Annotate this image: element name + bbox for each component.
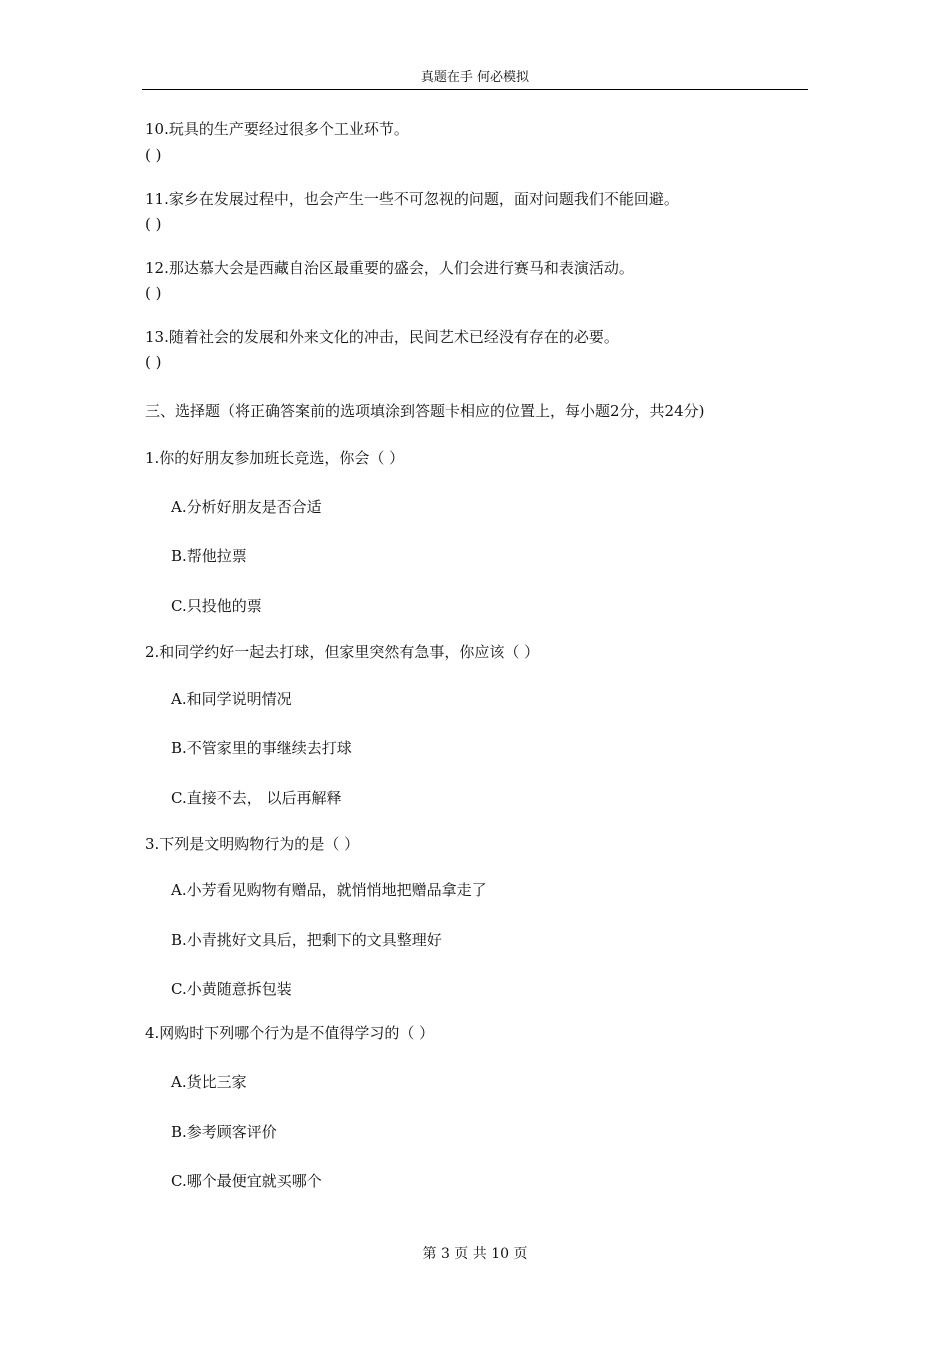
page-header: 真题在手 何必模拟 bbox=[420, 70, 530, 85]
choice-option: B.小青挑好文具后，把剩下的文具整理好 bbox=[171, 931, 442, 949]
page-number: 第 3 页 共 10 页 bbox=[422, 1246, 528, 1262]
choice-option: A.货比三家 bbox=[171, 1073, 247, 1091]
choice-option: C.小黄随意拆包装 bbox=[171, 980, 292, 998]
judgement-question: 11.家乡在发展过程中，也会产生一些不可忽视的问题，面对问题我们不能回避。 bbox=[145, 190, 679, 208]
choice-question: 1.你的好朋友参加班长竞选，你会（ ） bbox=[145, 449, 405, 467]
section-title: 三、选择题（将正确答案前的选项填涂到答题卡相应的位置上，每小题2分，共24分) bbox=[145, 402, 705, 420]
choice-option: A.和同学说明情况 bbox=[171, 690, 292, 708]
header-rule bbox=[142, 89, 808, 90]
choice-question: 2.和同学约好一起去打球，但家里突然有急事，你应该（ ） bbox=[145, 643, 540, 661]
choice-question: 4.网购时下列哪个行为是不值得学习的（ ） bbox=[145, 1024, 435, 1042]
judgement-question: 12.那达慕大会是西藏自治区最重要的盛会，人们会进行赛马和表演活动。 bbox=[145, 259, 634, 277]
answer-paren: ( ) bbox=[145, 215, 162, 233]
choice-option: B.参考顾客评价 bbox=[171, 1123, 277, 1141]
choice-option: C.直接不去， 以后再解释 bbox=[171, 789, 342, 807]
choice-option: A.分析好朋友是否合适 bbox=[171, 498, 322, 516]
choice-option: B.帮他拉票 bbox=[171, 547, 247, 565]
choice-option: C.只投他的票 bbox=[171, 597, 262, 615]
answer-paren: ( ) bbox=[145, 146, 162, 164]
choice-option: C.哪个最便宜就买哪个 bbox=[171, 1172, 322, 1190]
choice-option: A.小芳看见购物有赠品，就悄悄地把赠品拿走了 bbox=[171, 881, 487, 899]
answer-paren: ( ) bbox=[145, 284, 162, 302]
judgement-question: 13.随着社会的发展和外来文化的冲击，民间艺术已经没有存在的必要。 bbox=[145, 328, 619, 346]
choice-question: 3.下列是文明购物行为的是（ ） bbox=[145, 835, 360, 853]
answer-paren: ( ) bbox=[145, 353, 162, 371]
choice-option: B.不管家里的事继续去打球 bbox=[171, 739, 352, 757]
judgement-question: 10.玩具的生产要经过很多个工业环节。 bbox=[145, 120, 409, 138]
